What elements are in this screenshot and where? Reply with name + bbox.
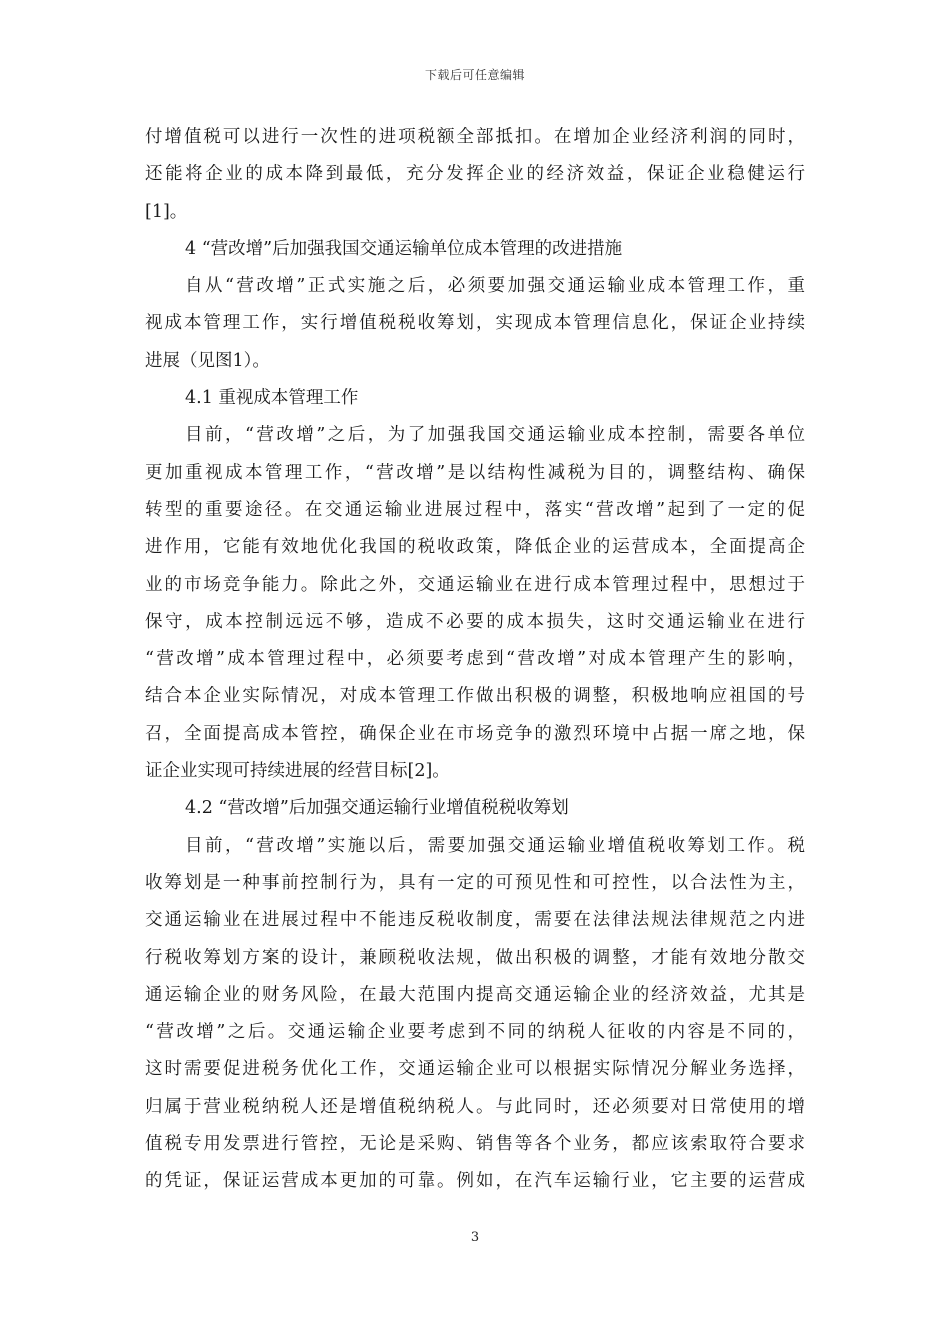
page-number: 3 xyxy=(470,1230,480,1245)
text-line: 4 “营改增”后加强我国交通运输单位成本管理的改进措施 xyxy=(185,238,623,259)
text-line: “营改增”成本管理过程中，必须要考虑到“营改增”对成本管理产生的影响， xyxy=(145,649,805,670)
text-line: 付增值税可以进行一次性的进项税额全部抵扣。在增加企业经济利润的同时， xyxy=(145,127,805,147)
text-line: 收筹划是一种事前控制行为，具有一定的可预见性和可控性，以合法性为主， xyxy=(145,872,805,893)
text-line: 转型的重要途径。在交通运输业进展过程中，落实“营改增”起到了一定的促 xyxy=(145,499,805,520)
text-line: 自从“营改增”正式实施之后，必须要加强交通运输业成本管理工作，重 xyxy=(185,276,805,297)
page-header: 下载后可任意编辑 xyxy=(424,68,525,82)
text-line: 归属于营业税纳税人还是增值税纳税人。与此同时，还必须要对日常使用的增 xyxy=(145,1096,805,1117)
text-line: 的凭证，保证运营成本更加的可靠。例如，在汽车运输行业，它主要的运营成 xyxy=(145,1171,805,1192)
text-line: 目前，“营改增”之后，为了加强我国交通运输业成本控制，需要各单位 xyxy=(185,425,805,446)
text-line: 进作用，它能有效地优化我国的税收政策，降低企业的运营成本，全面提高企 xyxy=(145,537,805,558)
text-line: 目前，“营改增”实施以后，需要加强交通运输业增值税收筹划工作。税 xyxy=(185,835,805,856)
text-line: 通运输企业的财务风险，在最大范围内提高交通运输企业的经济效益，尤其是 xyxy=(145,984,805,1005)
text-line: 保守，成本控制远远不够，造成不必要的成本损失，这时交通运输业在进行 xyxy=(145,611,805,632)
document-body xyxy=(145,119,805,1201)
text-line: 业的市场竞争能力。除此之外，交通运输业在进行成本管理过程中，思想过于 xyxy=(145,574,805,595)
text-line: 进展（见图1）。 xyxy=(145,350,270,371)
text-line: [1]。 xyxy=(145,201,188,222)
text-line: 4.1 重视成本管理工作 xyxy=(185,388,359,409)
text-line: 还能将企业的成本降到最低，充分发挥企业的经济效益，保证企业稳健运行 xyxy=(145,164,805,185)
text-line: 值税专用发票进行管控，无论是采购、销售等各个业务，都应该索取符合要求 xyxy=(145,1134,805,1155)
text-line: 召，全面提高成本管控，确保企业在市场竞争的激烈环境中占据一席之地，保 xyxy=(145,723,805,744)
text-line: 4.2 “营改增”后加强交通运输行业增值税税收筹划 xyxy=(185,798,569,819)
text-line: “营改增”之后。交通运输企业要考虑到不同的纳税人征收的内容是不同的， xyxy=(145,1022,805,1043)
text-line: 交通运输业在进展过程中不能违反税收制度，需要在法律法规法律规范之内进 xyxy=(145,910,805,931)
text-line: 行税收筹划方案的设计，兼顾税收法规，做出积极的调整，才能有效地分散交 xyxy=(145,947,805,968)
text-line: 证企业实现可持续进展的经营目标[2]。 xyxy=(145,761,450,782)
text-line: 这时需要促进税务优化工作，交通运输企业可以根据实际情况分解业务选择， xyxy=(145,1059,805,1080)
text-line: 视成本管理工作，实行增值税税收筹划，实现成本管理信息化，保证企业持续 xyxy=(145,313,805,334)
text-line: 更加重视成本管理工作，“营改增”是以结构性减税为目的，调整结构、确保 xyxy=(145,462,805,483)
text-line: 结合本企业实际情况，对成本管理工作做出积极的调整，积极地响应祖国的号 xyxy=(145,686,805,707)
